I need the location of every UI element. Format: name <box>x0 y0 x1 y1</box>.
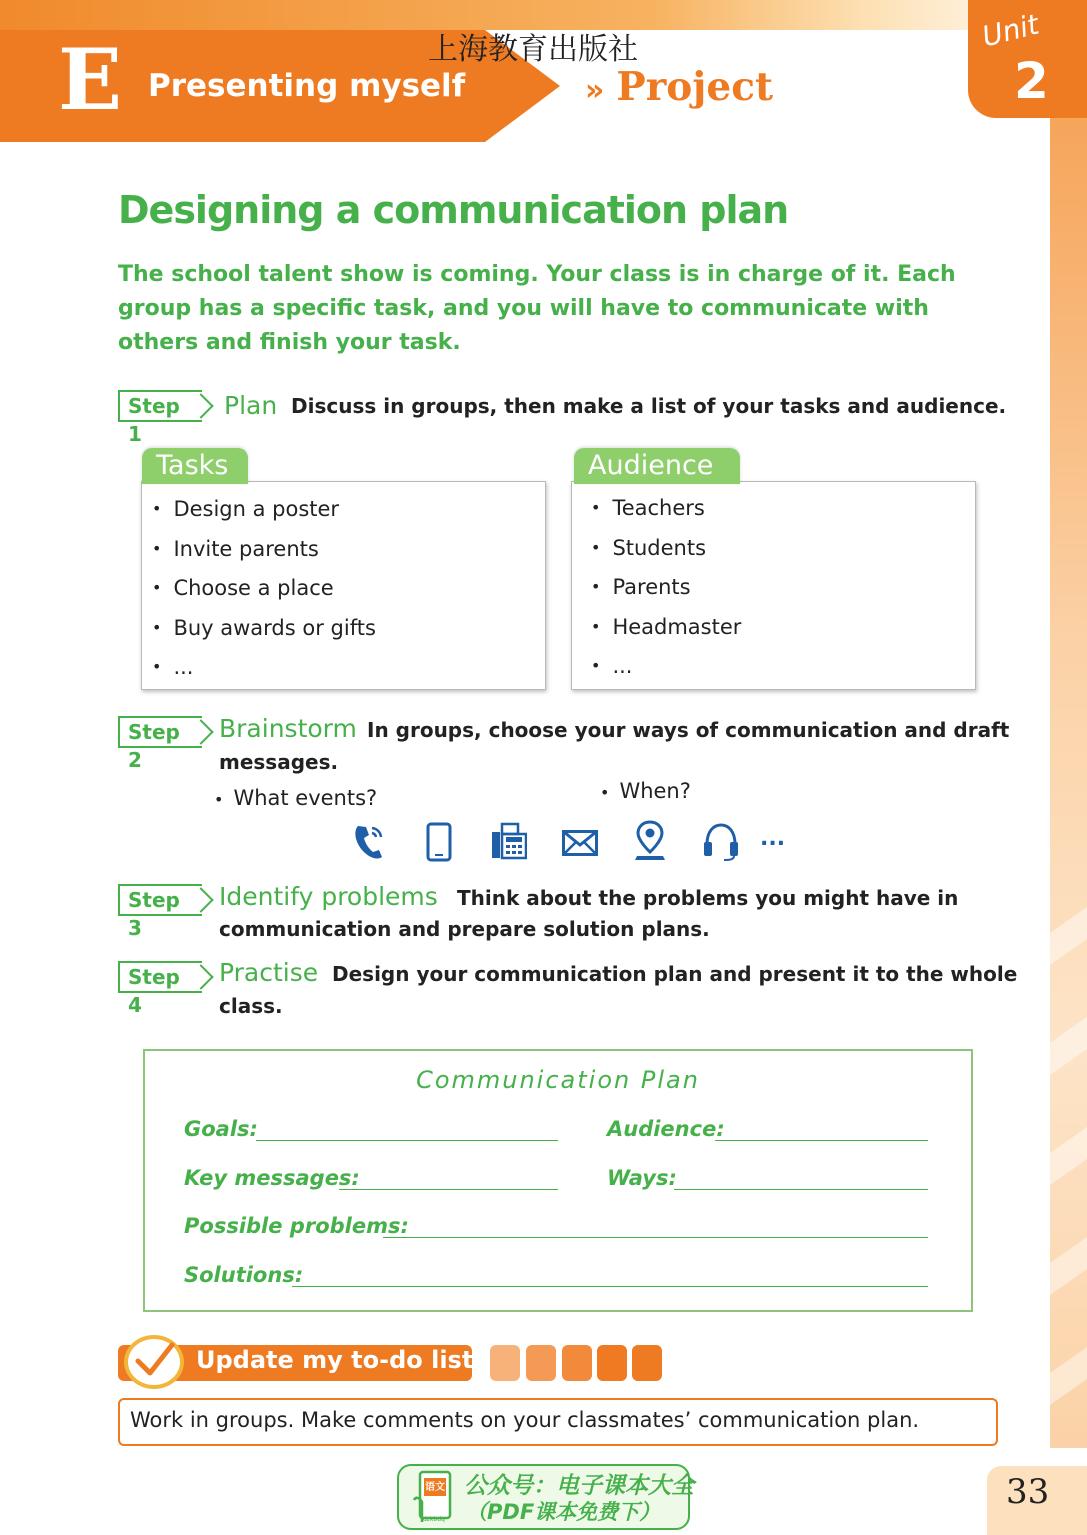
step-name: Practise <box>219 958 319 987</box>
todo-instruction: Work in groups. Make comments on your classmates’ communication plan. <box>130 1408 920 1432</box>
section-title: Presenting myself <box>148 68 466 104</box>
step-text: Discuss in groups, then make a list of your tasks and audience. <box>291 394 1007 418</box>
list-item: • Design a poster <box>152 490 376 530</box>
checkmark-icon <box>128 1339 180 1385</box>
step-badge: Step 4 <box>118 961 202 993</box>
list-item: • Choose a place <box>152 569 376 609</box>
step-badge: Step 3 <box>118 884 202 916</box>
list-item: • Buy awards or gifts <box>152 609 376 649</box>
step-text-continued: communication and prepare solution plans. <box>219 917 710 941</box>
audience-field[interactable] <box>715 1140 928 1141</box>
list-item: • ... <box>591 647 741 687</box>
audience-label: Audience: <box>607 1117 725 1141</box>
step-name: Identify problems <box>219 882 438 911</box>
brainstorm-question: • When? <box>600 779 691 803</box>
unit-word: Unit <box>978 7 1043 54</box>
page-title: Designing a communication plan <box>118 188 789 232</box>
page-number: 33 <box>1006 1472 1050 1512</box>
list-item: • Invite parents <box>152 530 376 570</box>
progress-square <box>490 1345 520 1381</box>
step-name: Brainstorm <box>219 714 357 743</box>
ways-label: Ways: <box>607 1166 677 1190</box>
list-item: • Headmaster <box>591 608 741 648</box>
publisher-watermark: 上海教育出版社 <box>428 32 638 67</box>
project-text: Project <box>616 64 773 110</box>
section-letter: E <box>58 30 123 129</box>
progress-square <box>562 1345 592 1381</box>
audience-list <box>591 489 741 687</box>
headset-icon <box>702 822 740 862</box>
step-text-continued: messages. <box>219 750 339 774</box>
problems-field[interactable] <box>383 1237 928 1238</box>
brainstorm-question: • What events? <box>214 786 378 810</box>
solutions-field[interactable] <box>292 1286 928 1287</box>
solutions-label: Solutions: <box>184 1263 304 1287</box>
problems-label: Possible problems: <box>184 1214 409 1238</box>
todo-label: Update my to-do list <box>196 1346 474 1374</box>
list-item: • Parents <box>591 568 741 608</box>
more-ellipsis: ... <box>760 826 786 851</box>
key-messages-label: Key messages: <box>184 1166 360 1190</box>
project-label <box>585 64 773 110</box>
footer-line-2: （PDF课本免费下） <box>466 1500 661 1524</box>
step-badge: Step 2 <box>118 716 202 748</box>
list-item: • ... <box>152 648 376 688</box>
progress-square <box>526 1345 556 1381</box>
list-item: • Students <box>591 529 741 569</box>
checkmark-badge <box>124 1335 184 1389</box>
intro-text: The school talent show is coming. Your class is in charge of it. Each group has a specific task, and you will have to communicate with others and finish your task. <box>118 262 956 355</box>
footer-line-1: 公众号：电子课本大全 <box>464 1473 694 1499</box>
progress-square <box>597 1345 627 1381</box>
fax-icon <box>491 822 527 860</box>
tasks-heading: Tasks <box>142 448 248 484</box>
step-badge: Step 1 <box>118 390 202 422</box>
double-chevron-icon: » <box>585 73 599 108</box>
unit-number: 2 <box>1014 52 1049 110</box>
audience-heading: Audience <box>574 448 740 484</box>
goals-field[interactable] <box>256 1140 558 1141</box>
phone-icon <box>352 822 386 862</box>
badge-icon-text: 语文 <box>425 1482 445 1493</box>
badge-small-text: dzkbdq <box>423 1516 445 1523</box>
progress-square <box>632 1345 662 1381</box>
step-text: Think about the problems you might have in <box>457 886 959 910</box>
mail-icon <box>562 830 598 856</box>
location-icon <box>634 820 666 862</box>
tasks-list <box>152 490 376 688</box>
goals-label: Goals: <box>184 1117 258 1141</box>
mobile-icon <box>426 822 452 862</box>
step-text-continued: class. <box>219 994 283 1018</box>
plan-title: Communication Plan <box>416 1066 700 1094</box>
step-text: In groups, choose your ways of communication and draft <box>367 718 1010 742</box>
key-messages-field[interactable] <box>339 1189 558 1190</box>
step-name: Plan <box>224 391 278 420</box>
list-item: • Teachers <box>591 489 741 529</box>
ways-field[interactable] <box>674 1189 928 1190</box>
step-text: Design your communication plan and present it to the whole <box>332 962 1018 986</box>
